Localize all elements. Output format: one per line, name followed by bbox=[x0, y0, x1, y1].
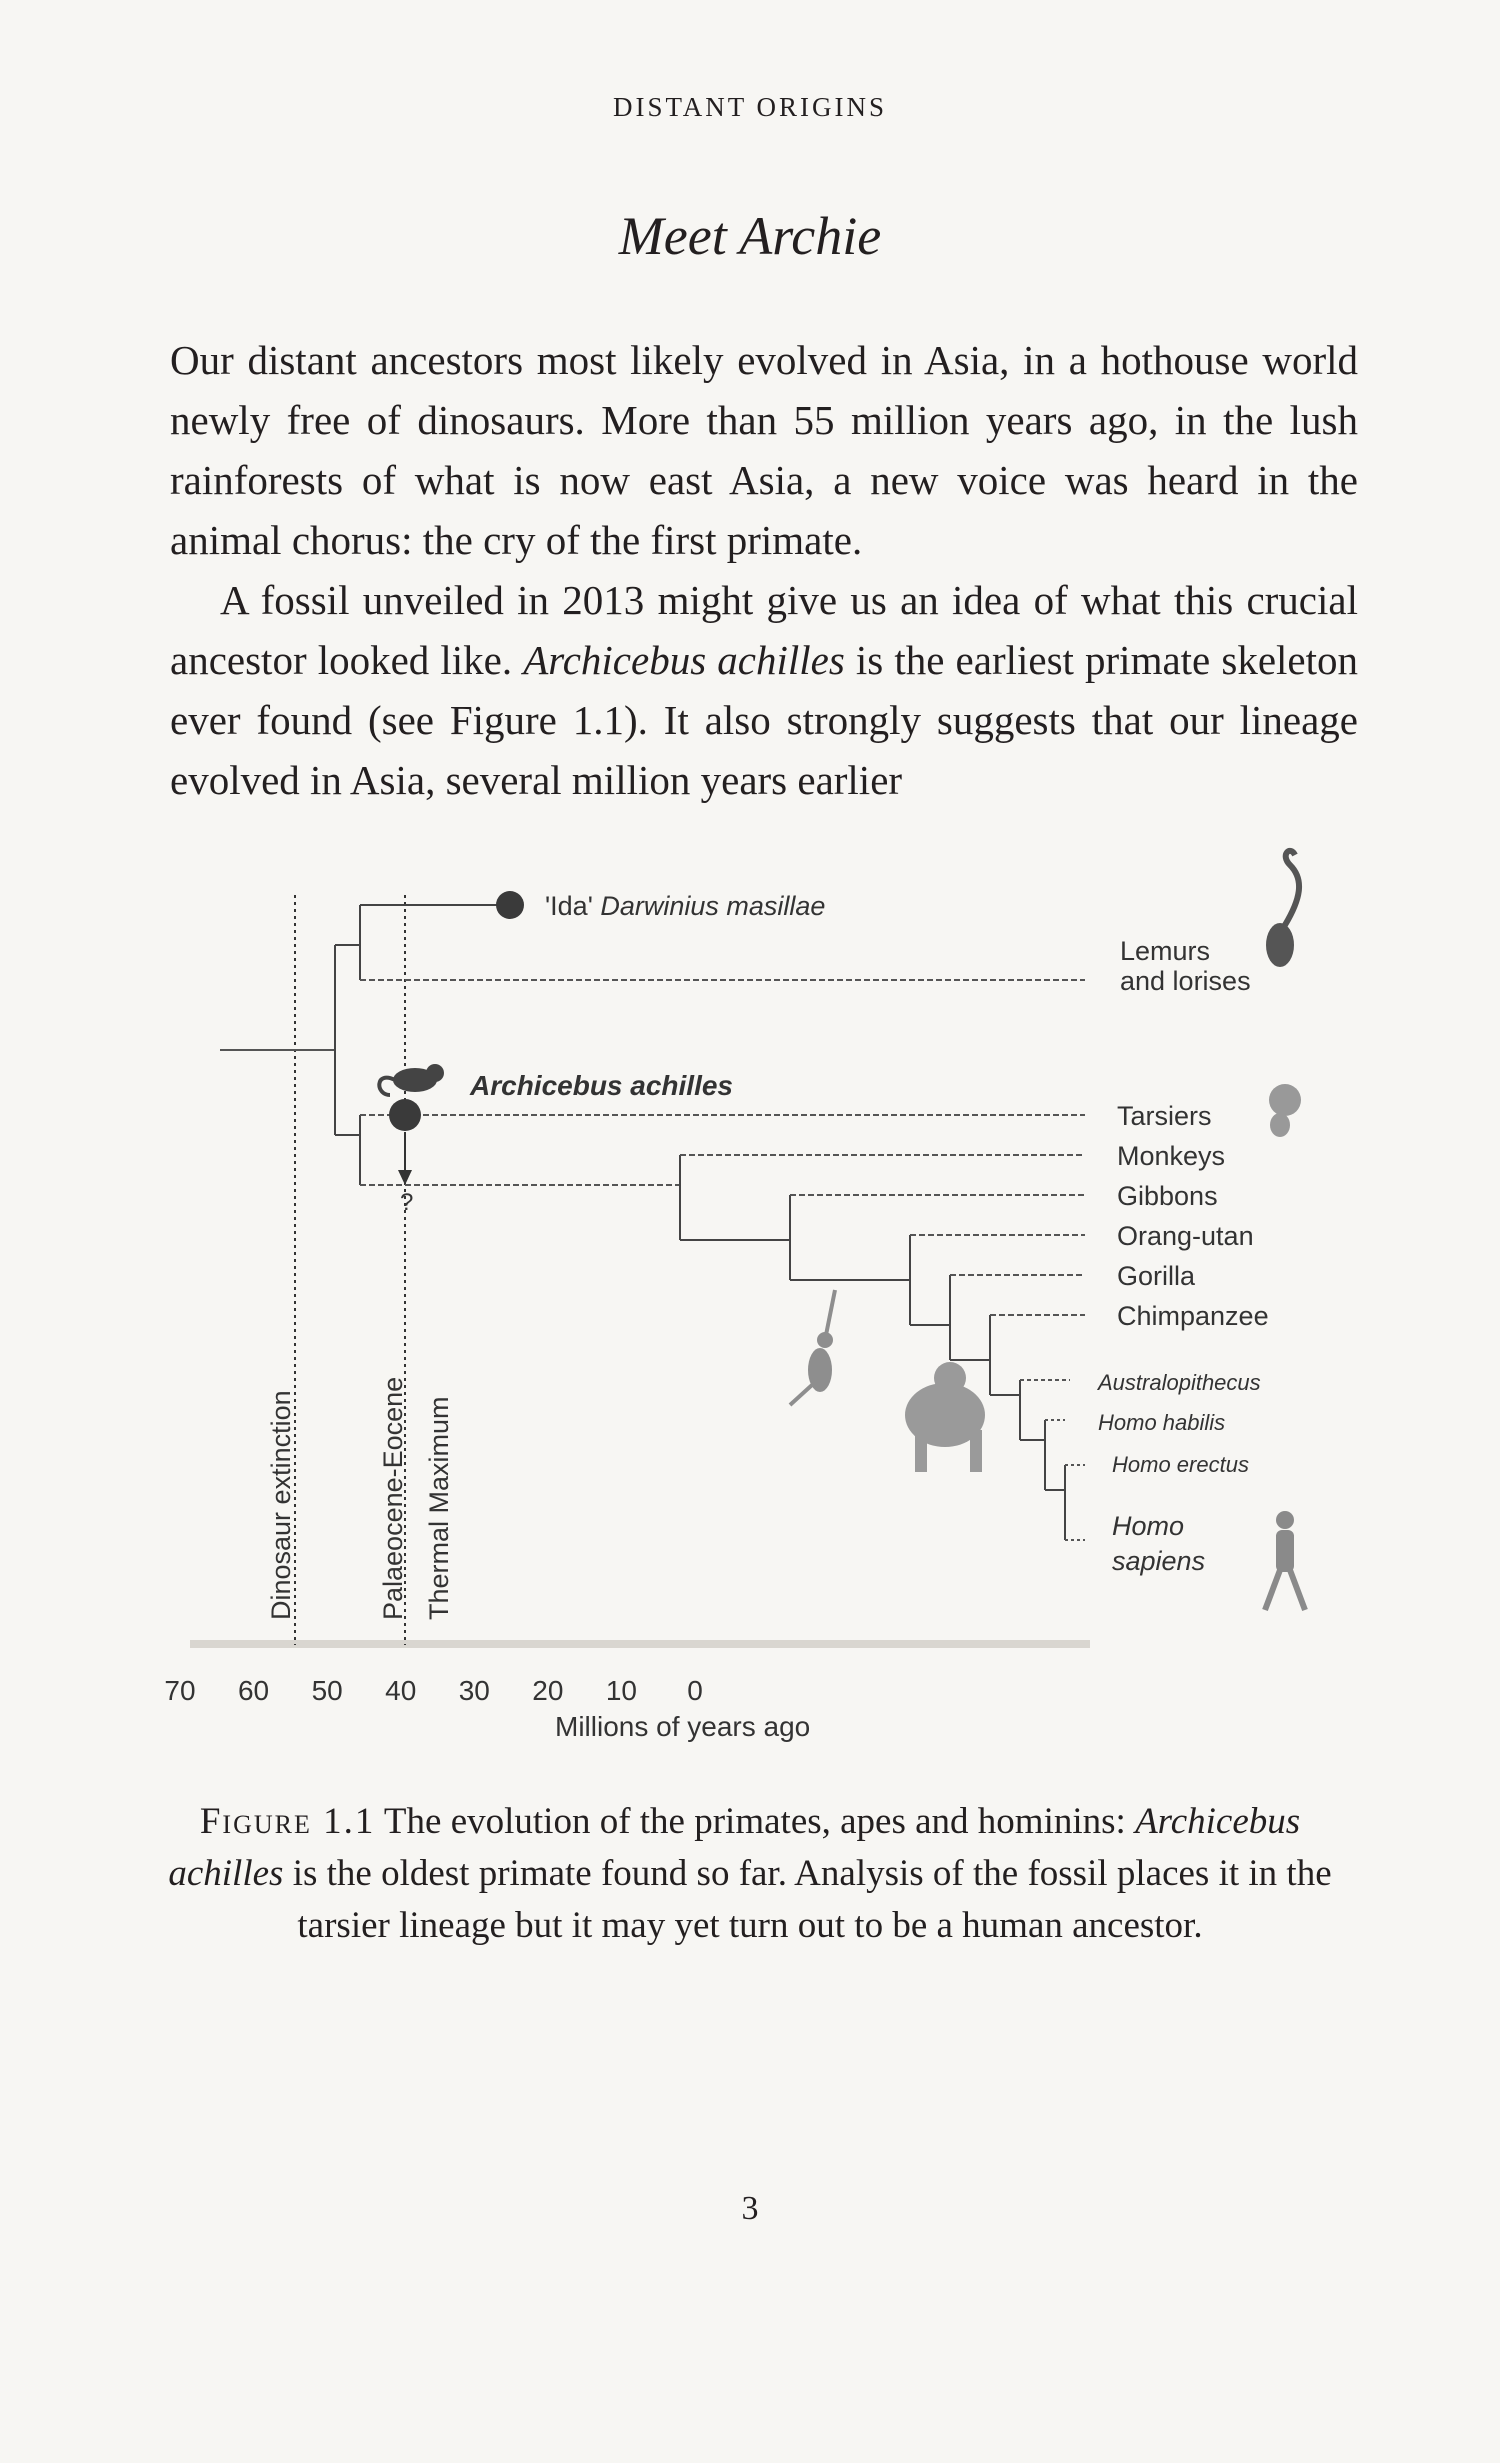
x-tick-label: 60 bbox=[237, 1675, 270, 1706]
event-label-dinosaur: Dinosaur extinction bbox=[266, 1390, 296, 1620]
tip-sapiens: sapiens bbox=[1112, 1546, 1206, 1576]
caption-text-2: is the oldest primate found so far. Analysis of the fossil places it in the tarsier lineage but it may yet turn out to be a human ancestor. bbox=[283, 1853, 1332, 1946]
unknown-marker: ? bbox=[400, 1189, 414, 1216]
x-tick-label: 50 bbox=[311, 1675, 343, 1706]
caption-species: Archicebus achilles bbox=[168, 1801, 1301, 1894]
body-text bbox=[170, 330, 1358, 810]
x-axis-label: Millions of years ago bbox=[555, 1711, 811, 1742]
running-head: DISTANT ORIGINS bbox=[612, 92, 888, 122]
paragraph-1: Our distant ancestors most likely evolved in Asia, in a hothouse world newly free of dinosaurs. More than 55 million years ago, in the lush rainforests of what is now east Asia, a new voice was heard in the animal chorus: the cry of the first primate. bbox=[170, 337, 1358, 563]
gibbon-icon bbox=[790, 1290, 835, 1405]
archicebus-icon bbox=[379, 1064, 444, 1095]
event-label-thermal: Thermal Maximum bbox=[424, 1396, 454, 1620]
tarsier-icon bbox=[1269, 1084, 1301, 1137]
tip-lemurs: Lemurs bbox=[1120, 936, 1211, 966]
tip-homo-erectus: Homo erectus bbox=[1112, 1452, 1249, 1477]
tip-homo: Homo bbox=[1112, 1511, 1185, 1541]
figure-caption bbox=[150, 1796, 1350, 1952]
tip-homo-habilis: Homo habilis bbox=[1098, 1410, 1226, 1435]
lemur-icon bbox=[1266, 851, 1299, 967]
paragraph-2-species: Archicebus achilles bbox=[523, 637, 845, 683]
arrow-down-icon bbox=[398, 1170, 412, 1185]
event-label-palaeocene: Palaeocene-Eocene bbox=[378, 1376, 408, 1620]
archicebus-label: Archicebus achilles bbox=[470, 1070, 734, 1101]
archicebus-fossil-dot bbox=[389, 1099, 421, 1131]
paragraph-2-before: A fossil unveiled in 2013 might give us an idea of what this crucial ancestor looked like. bbox=[170, 577, 1358, 683]
ida-fossil-dot bbox=[496, 891, 524, 919]
x-tick-label: 20 bbox=[532, 1675, 564, 1706]
page-number: 3 bbox=[741, 2190, 759, 2227]
paragraph-2-after: is the earliest primate skeleton ever found (see Figure 1.1). It also strongly suggests that our lineage evolved in Asia, several million years earlier bbox=[170, 637, 1358, 803]
tip-australopithecus: Australopithecus bbox=[1098, 1370, 1261, 1395]
paragraph-2 bbox=[170, 570, 1358, 810]
x-tick-label: 70 bbox=[164, 1675, 196, 1706]
ida-label: 'Ida' Darwinius masillae bbox=[545, 891, 826, 921]
x-tick-label: 30 bbox=[458, 1675, 490, 1706]
section-title: Meet Archie bbox=[618, 206, 882, 266]
tip-tarsiers: Tarsiers bbox=[1117, 1101, 1212, 1131]
phylogeny-chart bbox=[164, 840, 1360, 1760]
x-axis bbox=[164, 1675, 702, 1706]
tip-gorilla: Gorilla bbox=[1117, 1261, 1196, 1291]
x-tick-label: 40 bbox=[385, 1675, 417, 1706]
x-tick-label: 0 bbox=[687, 1675, 703, 1706]
tip-gibbons: Gibbons bbox=[1117, 1181, 1218, 1211]
tip-monkeys: Monkeys bbox=[1117, 1141, 1226, 1171]
tip-lorises: and lorises bbox=[1120, 966, 1251, 996]
tip-chimpanzee: Chimpanzee bbox=[1117, 1301, 1269, 1331]
human-icon bbox=[1265, 1511, 1305, 1610]
figure-phylogeny bbox=[164, 840, 1360, 1760]
gorilla-icon bbox=[905, 1362, 985, 1472]
timeline-band bbox=[190, 1640, 1090, 1648]
caption-text-1: The evolution of the primates, apes and hominins: bbox=[375, 1801, 1136, 1842]
caption-label: Figure 1.1 bbox=[199, 1801, 376, 1842]
x-tick-label: 10 bbox=[605, 1675, 638, 1706]
tip-orangutan: Orang-utan bbox=[1117, 1221, 1254, 1251]
